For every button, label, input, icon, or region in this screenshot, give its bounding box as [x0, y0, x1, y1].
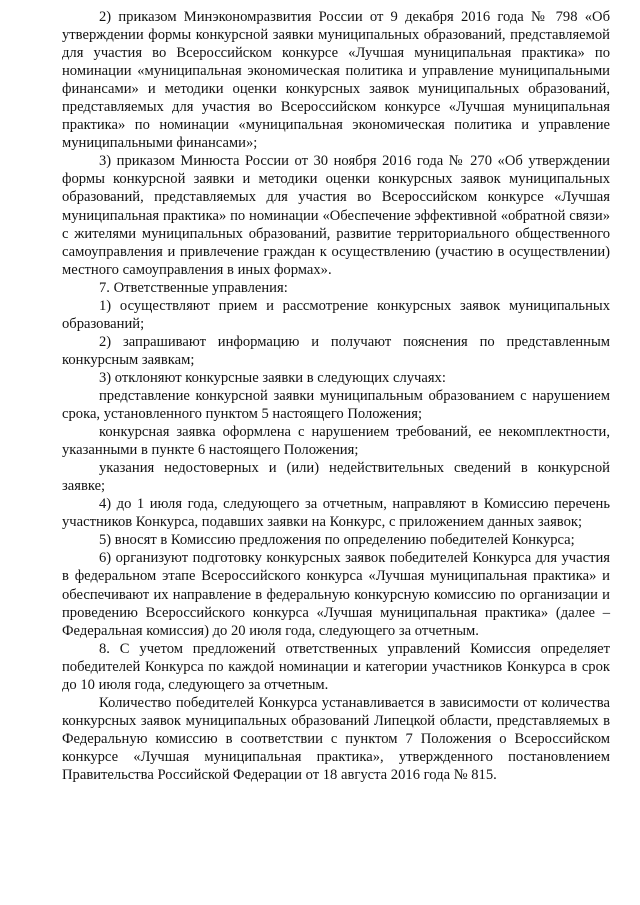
paragraph-item-4: 4) до 1 июля года, следующего за отчетным, направляют в Комиссию перечень участников Конкурса, подавших заявки на Конкурс, с приложением данных заявок; [62, 496, 610, 531]
paragraph-item-6: 6) организуют подготовку конкурсных заявок победителей Конкурса для участия в федеральном этапе Всероссийского конкурса «Лучшая муниципальная практика» и обеспечивают их направление в федеральную конкурсную комиссию по организации и проведению Всероссийского конкурса «Лучшая муниципальная практика» (далее – Федеральная комиссия) до 20 июля года, следующего за отчетным. [62, 550, 610, 639]
paragraph-section-7-heading: 7. Ответственные управления: [99, 279, 288, 296]
paragraph-order-270: 3) приказом Минюста России от 30 ноября 2016 года № 270 «Об утверждении формы конкурсной заявки и методики оценки конкурсных заявок муниципальных образований, представляемых для участия во Всероссийском конкурсе «Лучшая муниципальная практика» по номинации «Обеспечение эффективной «обратной связи» с жителями муниципальных образований, развитие территориального общественного самоуправления и привлечение граждан к осуществлению (участию в осуществлении) местного самоуправления в иных формах». [62, 153, 610, 278]
paragraph-item-2: 2) запрашивают информацию и получают пояснения по представленным конкурсным заявкам; [62, 333, 610, 368]
paragraph-reject-late: представление конкурсной заявки муниципальным образованием с нарушением срока, установленного пунктом 5 настоящего Положения; [62, 387, 610, 423]
paragraph-item-1: 1) осуществляют прием и рассмотрение конкурсных заявок муниципальных образований; [62, 297, 610, 332]
paragraph-item-5: 5) вносят в Комиссию предложения по определению победителей Конкурса; [99, 532, 575, 549]
paragraph-order-798: 2) приказом Минэкономразвития России от 9 декабря 2016 года № 798 «Об утверждении формы конкурсной заявки муниципальных образований, представляемой для участия во Всероссийском конкурсе «Лучшая муниципальная практика» по номинации «муниципальная экономическая политика и управление муниципальными финансами» и методики оценки конкурсных заявок муниципальных образований, представляемых для участия во Всероссийском конкурсе «Лучшая муниципальная практика» по номинации «муниципальная экономическая политика и управление муниципальными финансами»; [62, 9, 610, 152]
paragraph-item-3: 3) отклоняют конкурсные заявки в следующих случаях: [99, 369, 446, 386]
document-page [62, 8, 610, 784]
paragraph-reject-incomplete: конкурсная заявка оформлена с нарушением требований, ее некомплектности, указанными в пункте 6 настоящего Положения; [62, 424, 610, 459]
paragraph-reject-invalid: указания недостоверных и (или) недействительных сведений в конкурсной заявке; [62, 460, 610, 495]
paragraph-winners-count: Количество победителей Конкурса устанавливается в зависимости от количества конкурсных заявок муниципальных образований Липецкой области, представляемых в Федеральную комиссию в соответствии с пунктом 7 Положения о Всероссийском конкурсе «Лучшая муниципальная практика», утвержденного постановлением Правительства Российской Федерации от 18 августа 2016 года № 815. [62, 694, 610, 783]
paragraph-section-8: 8. С учетом предложений ответственных управлений Комиссия определяет победителей Конкурса по каждой номинации и категории участников Конкурса в срок до 10 июля года, следующего за отчетным. [62, 640, 610, 693]
